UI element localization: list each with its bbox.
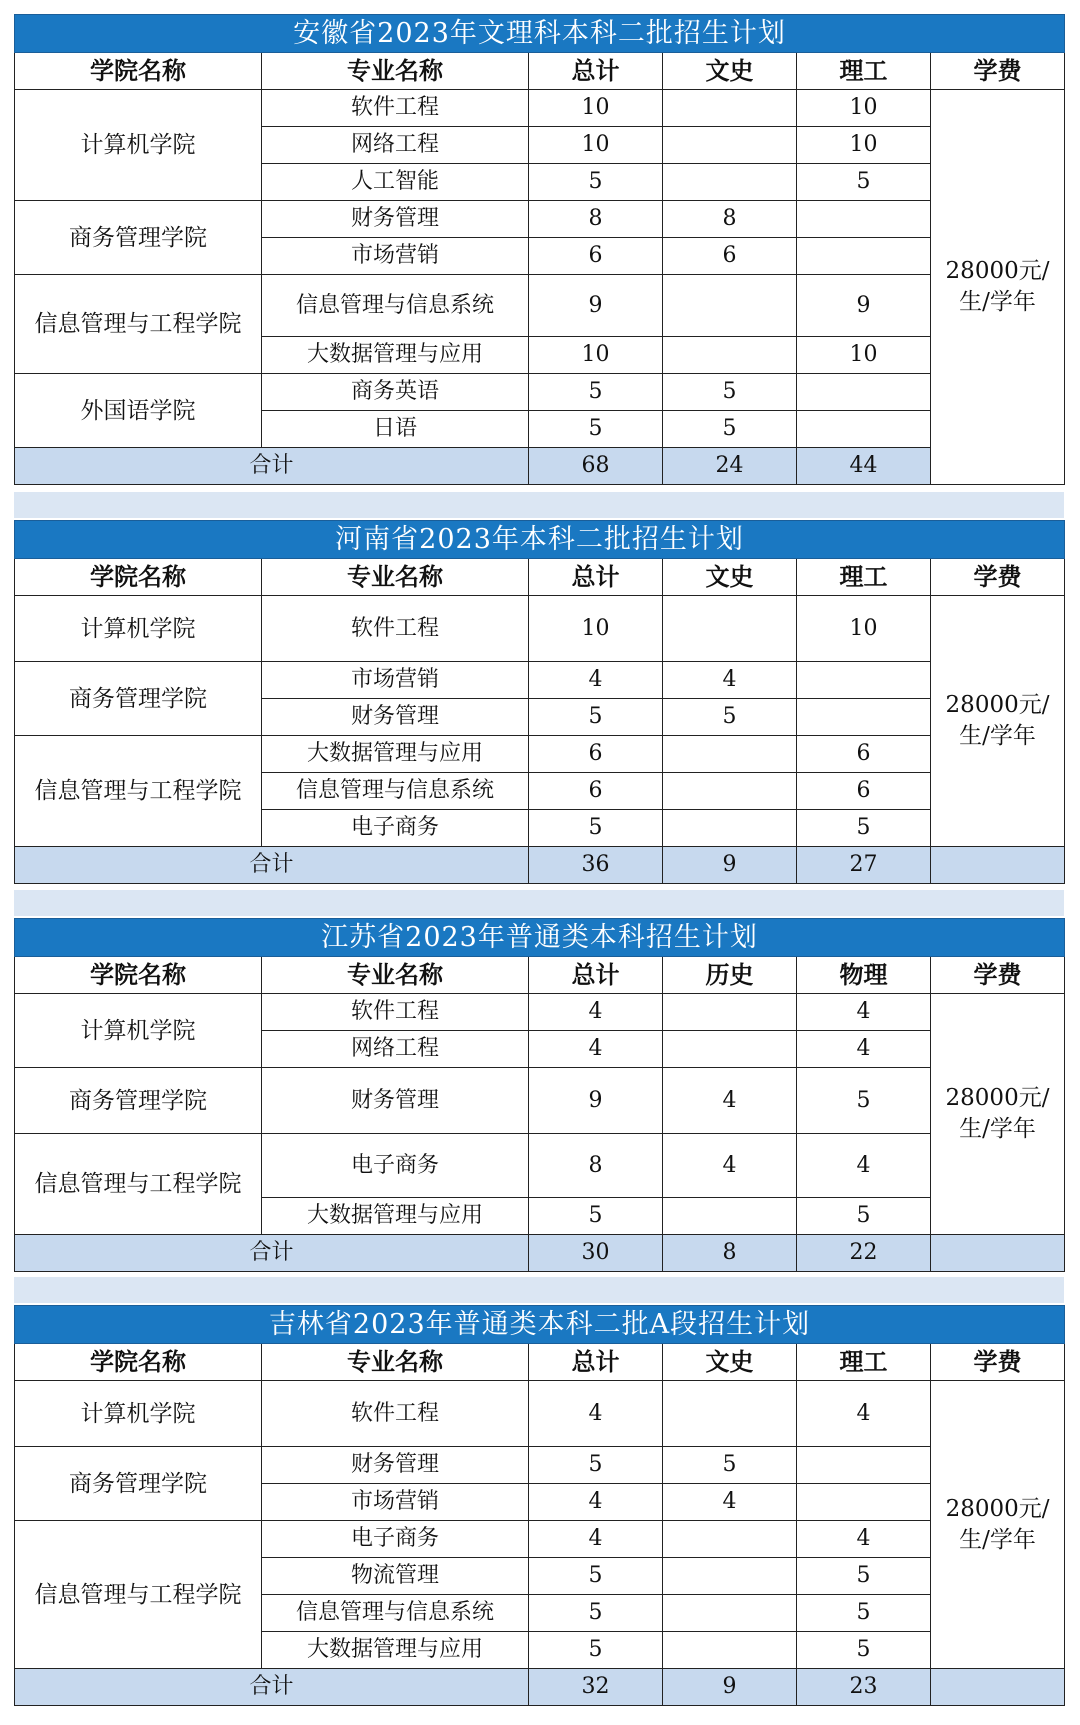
track-2-count: 5 [797, 1198, 931, 1235]
track-1-count: 4 [663, 1068, 797, 1134]
table-gap [14, 492, 1064, 518]
table-title: 安徽省2023年文理科本科二批招生计划 [15, 15, 1065, 53]
total-count: 4 [529, 662, 663, 699]
major-name: 市场营销 [262, 1484, 529, 1521]
total-label: 合计 [15, 1235, 529, 1272]
track-2-count: 4 [797, 1134, 931, 1198]
total-count: 10 [529, 596, 663, 662]
track-2-count: 5 [797, 164, 931, 201]
track-1-count [663, 164, 797, 201]
major-name: 软件工程 [262, 596, 529, 662]
header-college: 学院名称 [15, 53, 262, 90]
total-count: 5 [529, 1595, 663, 1632]
major-name: 电子商务 [262, 810, 529, 847]
tuition-fee-line-2: 生/学年 [959, 723, 1036, 749]
college-name: 信息管理与工程学院 [15, 1521, 262, 1669]
major-name: 软件工程 [262, 90, 529, 127]
total-row [15, 448, 1065, 485]
total-track-2: 27 [797, 847, 931, 884]
track-2-count: 4 [797, 1031, 931, 1068]
total-count: 5 [529, 1447, 663, 1484]
track-2-count: 9 [797, 275, 931, 337]
total-count: 5 [529, 1632, 663, 1669]
track-2-count: 5 [797, 810, 931, 847]
total-count: 8 [529, 201, 663, 238]
college-name: 信息管理与工程学院 [15, 1134, 262, 1235]
major-name: 商务英语 [262, 374, 529, 411]
header-college: 学院名称 [15, 1344, 262, 1381]
header-college: 学院名称 [15, 957, 262, 994]
header-fee: 学费 [931, 1344, 1065, 1381]
table-title: 吉林省2023年普通类本科二批A段招生计划 [15, 1306, 1065, 1344]
track-1-count [663, 90, 797, 127]
header-track-1: 历史 [663, 957, 797, 994]
tuition-fee-line-2: 生/学年 [959, 1526, 1036, 1553]
total-count: 5 [529, 810, 663, 847]
tuition-fee [931, 596, 1065, 847]
track-1-count [663, 127, 797, 164]
track-2-count [797, 238, 931, 275]
table-gap [14, 890, 1064, 916]
track-1-count [663, 810, 797, 847]
total-sum: 30 [529, 1235, 663, 1272]
track-1-count [663, 1031, 797, 1068]
major-name: 电子商务 [262, 1521, 529, 1558]
table-row [15, 1381, 1065, 1447]
track-2-count [797, 662, 931, 699]
track-1-count [663, 1198, 797, 1235]
total-row [15, 847, 1065, 884]
admission-plan-table-anhui [14, 14, 1065, 485]
track-1-count [663, 773, 797, 810]
total-count: 6 [529, 773, 663, 810]
major-name: 物流管理 [262, 1558, 529, 1595]
total-track-2: 23 [797, 1669, 931, 1706]
track-2-count: 4 [797, 994, 931, 1031]
total-count: 5 [529, 374, 663, 411]
total-count: 4 [529, 1031, 663, 1068]
header-total: 总计 [529, 559, 663, 596]
college-name: 商务管理学院 [15, 1447, 262, 1521]
total-fee-empty [931, 1669, 1065, 1706]
major-name: 人工智能 [262, 164, 529, 201]
header-track-2: 物理 [797, 957, 931, 994]
track-2-count [797, 699, 931, 736]
college-name: 信息管理与工程学院 [15, 275, 262, 374]
track-2-count: 5 [797, 1068, 931, 1134]
college-name: 商务管理学院 [15, 201, 262, 275]
tuition-fee-line-2: 生/学年 [959, 1116, 1036, 1142]
tuition-fee-line-1: 28000元/ [945, 258, 1050, 284]
total-row [15, 1669, 1065, 1706]
total-count: 6 [529, 238, 663, 275]
major-name: 信息管理与信息系统 [262, 1595, 529, 1632]
track-1-count: 8 [663, 201, 797, 238]
header-major: 专业名称 [262, 957, 529, 994]
table-row [15, 1134, 1065, 1198]
track-2-count [797, 201, 931, 238]
total-count: 9 [529, 275, 663, 337]
total-count: 5 [529, 1198, 663, 1235]
track-1-count: 5 [663, 1447, 797, 1484]
total-track-2: 44 [797, 448, 931, 485]
total-track-1: 24 [663, 448, 797, 485]
major-name: 信息管理与信息系统 [262, 275, 529, 337]
total-track-2: 22 [797, 1235, 931, 1272]
header-major: 专业名称 [262, 559, 529, 596]
college-name: 计算机学院 [15, 596, 262, 662]
major-name: 财务管理 [262, 699, 529, 736]
table-row [15, 662, 1065, 699]
track-1-count [663, 1595, 797, 1632]
track-1-count: 5 [663, 411, 797, 448]
total-sum: 68 [529, 448, 663, 485]
college-name: 计算机学院 [15, 90, 262, 201]
total-count: 5 [529, 164, 663, 201]
total-count: 5 [529, 1558, 663, 1595]
admission-plan-table-henan [14, 520, 1065, 884]
track-1-count [663, 1521, 797, 1558]
total-count: 8 [529, 1134, 663, 1198]
table-row [15, 1447, 1065, 1484]
total-sum: 36 [529, 847, 663, 884]
header-total: 总计 [529, 957, 663, 994]
admission-plan-table-jiangsu [14, 918, 1065, 1272]
track-1-count: 4 [663, 1484, 797, 1521]
college-name: 计算机学院 [15, 1381, 262, 1447]
track-2-count: 10 [797, 90, 931, 127]
header-total: 总计 [529, 1344, 663, 1381]
track-1-count: 5 [663, 699, 797, 736]
major-name: 财务管理 [262, 1447, 529, 1484]
header-fee: 学费 [931, 559, 1065, 596]
track-2-count: 10 [797, 127, 931, 164]
tuition-fee [931, 1381, 1065, 1669]
major-name: 信息管理与信息系统 [262, 773, 529, 810]
track-2-count: 10 [797, 596, 931, 662]
total-count: 10 [529, 337, 663, 374]
header-fee: 学费 [931, 53, 1065, 90]
track-2-count: 5 [797, 1558, 931, 1595]
major-name: 大数据管理与应用 [262, 1198, 529, 1235]
total-fee-empty [931, 847, 1065, 884]
college-name: 商务管理学院 [15, 1068, 262, 1134]
total-count: 5 [529, 699, 663, 736]
track-2-count: 6 [797, 736, 931, 773]
total-sum: 32 [529, 1669, 663, 1706]
tuition-fee [931, 994, 1065, 1235]
total-track-1: 9 [663, 847, 797, 884]
major-name: 财务管理 [262, 201, 529, 238]
table-row [15, 1068, 1065, 1134]
table-title: 河南省2023年本科二批招生计划 [15, 521, 1065, 559]
track-2-count: 10 [797, 337, 931, 374]
header-major: 专业名称 [262, 53, 529, 90]
track-2-count [797, 1484, 931, 1521]
tuition-fee-line-1: 28000元/ [945, 692, 1050, 718]
major-name: 日语 [262, 411, 529, 448]
college-name: 外国语学院 [15, 374, 262, 448]
college-name: 商务管理学院 [15, 662, 262, 736]
track-1-count [663, 275, 797, 337]
table-gap [14, 1277, 1064, 1303]
total-count: 10 [529, 90, 663, 127]
track-2-count: 4 [797, 1521, 931, 1558]
total-label: 合计 [15, 1669, 529, 1706]
track-1-count: 4 [663, 662, 797, 699]
header-track-2: 理工 [797, 53, 931, 90]
major-name: 大数据管理与应用 [262, 1632, 529, 1669]
total-row [15, 1235, 1065, 1272]
track-2-count [797, 411, 931, 448]
track-1-count: 6 [663, 238, 797, 275]
admission-plan-table-jilin [14, 1305, 1065, 1706]
total-count: 4 [529, 1381, 663, 1447]
header-track-1: 文史 [663, 559, 797, 596]
total-count: 6 [529, 736, 663, 773]
track-1-count: 4 [663, 1134, 797, 1198]
major-name: 网络工程 [262, 127, 529, 164]
header-fee: 学费 [931, 957, 1065, 994]
total-count: 10 [529, 127, 663, 164]
table-row [15, 90, 1065, 127]
header-track-1: 文史 [663, 53, 797, 90]
total-count: 4 [529, 1484, 663, 1521]
track-1-count [663, 337, 797, 374]
major-name: 大数据管理与应用 [262, 337, 529, 374]
total-fee-empty [931, 1235, 1065, 1272]
track-1-count [663, 1558, 797, 1595]
track-2-count [797, 374, 931, 411]
table-row [15, 994, 1065, 1031]
tuition-fee-line-1: 28000元/ [945, 1085, 1050, 1111]
header-total: 总计 [529, 53, 663, 90]
header-track-1: 文史 [663, 1344, 797, 1381]
table-row [15, 275, 1065, 337]
tuition-fee-line-1: 28000元/ [945, 1495, 1050, 1522]
track-2-count: 6 [797, 773, 931, 810]
total-track-1: 9 [663, 1669, 797, 1706]
track-1-count [663, 994, 797, 1031]
total-track-1: 8 [663, 1235, 797, 1272]
total-count: 5 [529, 411, 663, 448]
major-name: 大数据管理与应用 [262, 736, 529, 773]
track-2-count [797, 1447, 931, 1484]
table-row [15, 1521, 1065, 1558]
track-1-count [663, 596, 797, 662]
header-major: 专业名称 [262, 1344, 529, 1381]
tuition-fee [931, 90, 1065, 485]
track-2-count: 5 [797, 1595, 931, 1632]
total-label: 合计 [15, 847, 529, 884]
major-name: 市场营销 [262, 238, 529, 275]
tuition-fee-line-2: 生/学年 [959, 289, 1036, 315]
table-row [15, 596, 1065, 662]
track-1-count [663, 736, 797, 773]
table-row [15, 201, 1065, 238]
track-2-count: 4 [797, 1381, 931, 1447]
major-name: 财务管理 [262, 1068, 529, 1134]
header-college: 学院名称 [15, 559, 262, 596]
track-1-count [663, 1381, 797, 1447]
college-name: 计算机学院 [15, 994, 262, 1068]
major-name: 电子商务 [262, 1134, 529, 1198]
total-count: 9 [529, 1068, 663, 1134]
major-name: 软件工程 [262, 1381, 529, 1447]
table-row [15, 736, 1065, 773]
track-1-count: 5 [663, 374, 797, 411]
header-track-2: 理工 [797, 1344, 931, 1381]
total-label: 合计 [15, 448, 529, 485]
major-name: 市场营销 [262, 662, 529, 699]
table-row [15, 374, 1065, 411]
major-name: 网络工程 [262, 1031, 529, 1068]
track-1-count [663, 1632, 797, 1669]
major-name: 软件工程 [262, 994, 529, 1031]
table-title: 江苏省2023年普通类本科招生计划 [15, 919, 1065, 957]
total-count: 4 [529, 1521, 663, 1558]
header-track-2: 理工 [797, 559, 931, 596]
college-name: 信息管理与工程学院 [15, 736, 262, 847]
track-2-count: 5 [797, 1632, 931, 1669]
total-count: 4 [529, 994, 663, 1031]
